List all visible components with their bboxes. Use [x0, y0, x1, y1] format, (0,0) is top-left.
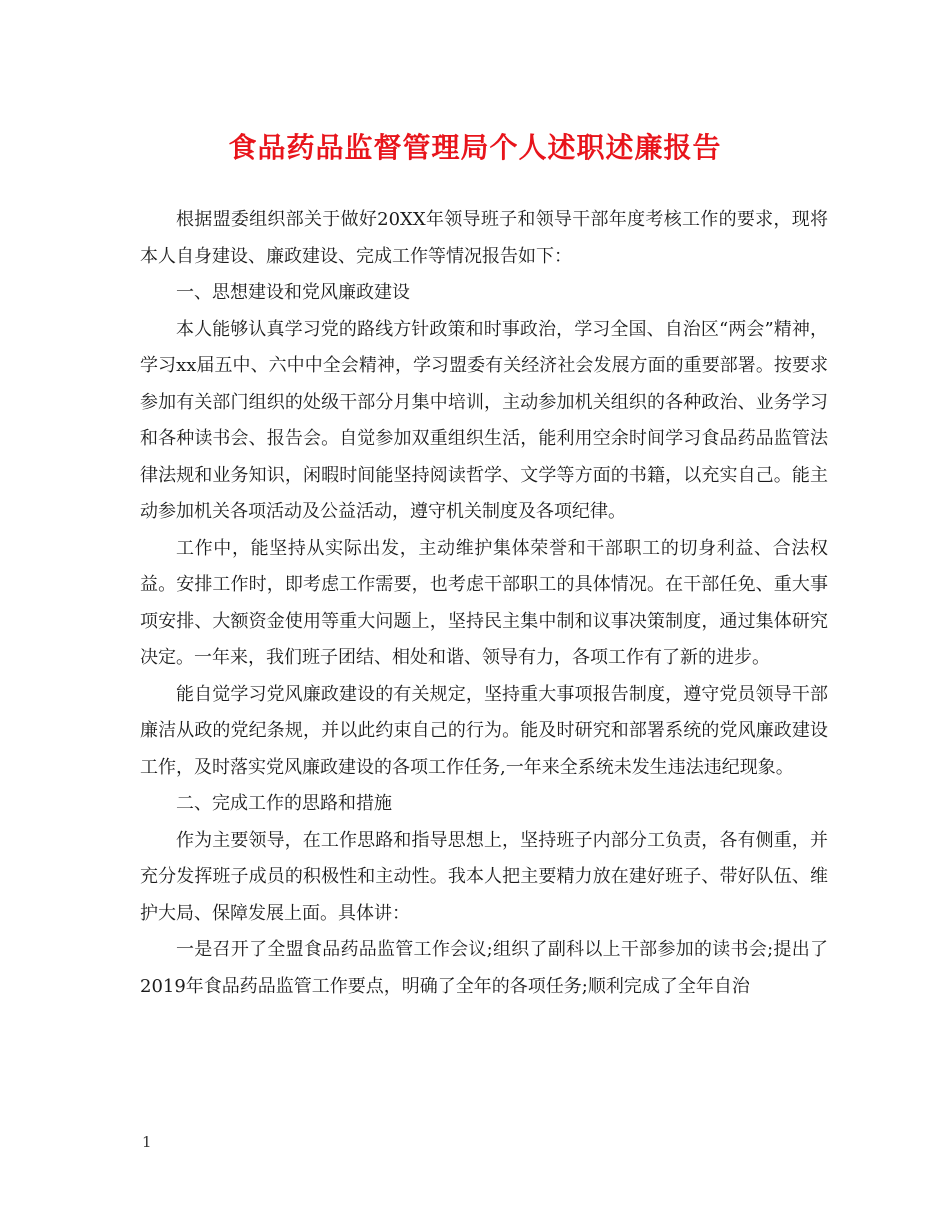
paragraph-study: 本人能够认真学习党的路线方针政策和时事政治，学习全国、自治区“两会”精神，学习xx届五中、六中中全会精神，学习盟委有关经济社会发展方面的重要部署。按要求参加有关部门组织的处级干部分月集中培训，主动参加机关组织的各种政治、业务学习和各种读书会、报告会。自觉参加双重组织生活，能利用空余时间学习食品药品监管法律法规和业务知识，闲暇时间能坚持阅读哲学、文学等方面的书籍，以充实自己。能主动参加机关各项活动及公益活动，遵守机关制度及各项纪律。	[140, 318, 828, 522]
paragraph-work-practice: 工作中，能坚持从实际出发，主动维护集体荣誉和干部职工的切身利益、合法权益。安排工作时，即考虑工作需要，也考虑干部职工的具体情况。在干部任免、重大事项安排、大额资金使用等重大问题上，坚持民主集中制和议事决策制度，通过集体研究决定。一年来，我们班子团结、相处和谐、领导有力，各项工作有了新的进步。	[140, 537, 828, 668]
section-heading-1: 一、思想建设和党风廉政建设	[176, 282, 410, 303]
paragraph-measures: 一是召开了全盟食品药品监管工作会议;组织了副科以上干部参加的读书会;提出了2019年食品药品监管工作要点，明确了全年的各项任务;顺利完成了全年自治	[140, 939, 828, 997]
document-body	[140, 202, 828, 1005]
paragraph-integrity: 能自觉学习党风廉政建设的有关规定，坚持重大事项报告制度，遵守党员领导干部廉洁从政的党纪条规，并以此约束自己的行为。能及时研究和部署系统的党风廉政建设工作，及时落实党风廉政建设的各项工作任务,一年来全系统未发生违法违纪现象。	[140, 683, 828, 778]
section-heading-2: 二、完成工作的思路和措施	[176, 793, 392, 814]
paragraph-intro: 根据盟委组织部关于做好20XX年领导班子和领导干部年度考核工作的要求，现将本人自身建设、廉政建设、完成工作等情况报告如下：	[140, 209, 828, 267]
paragraph-leadership: 作为主要领导，在工作思路和指导思想上，坚持班子内部分工负责，各有侧重，并充分发挥班子成员的积极性和主动性。我本人把主要精力放在建好班子、带好队伍、维护大局、保障发展上面。具体讲：	[140, 829, 828, 924]
document-title: 食品药品监督管理局个人述职述廉报告	[228, 131, 722, 164]
page-number: 1	[142, 1133, 152, 1151]
